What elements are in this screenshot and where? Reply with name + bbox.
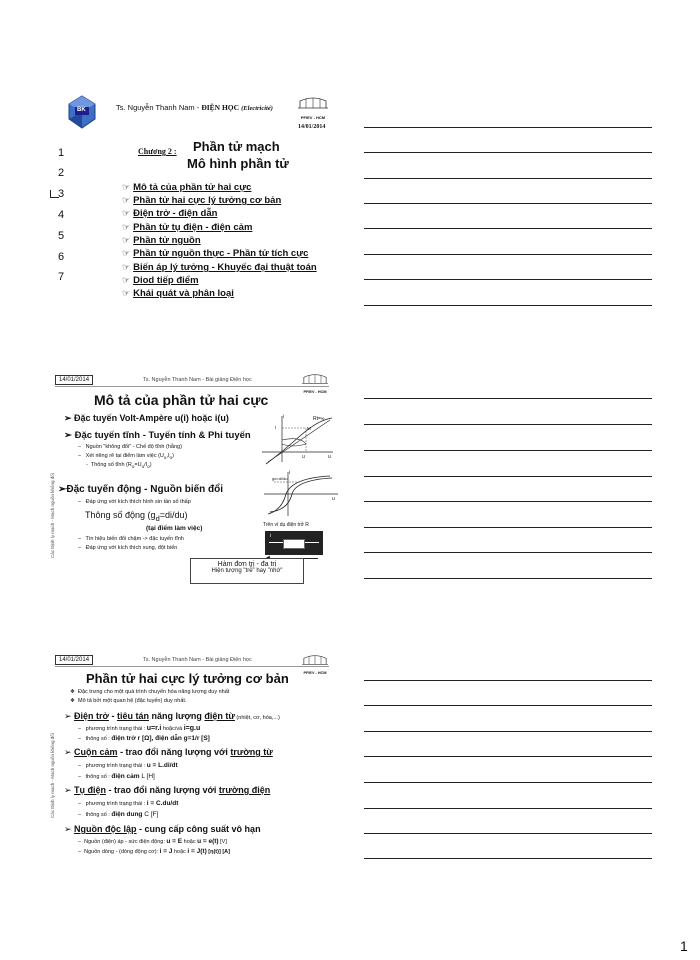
pointing-hand-icon: ☞ (122, 235, 131, 245)
sub-bullet-text: Đáp ứng với kích thích xung, đột biến (85, 545, 178, 551)
toc-item-label: Khái quát và phân loại (133, 288, 234, 299)
chapter-number: 4 (58, 209, 65, 221)
bullet: ➢ Đặc tuyến Volt-Ampère u(i) hoặc i(u) (64, 413, 229, 423)
source-bullet: ➢ Nguồn độc lập - cung cấp công suất vô hạn (64, 824, 261, 834)
note-line (364, 228, 652, 229)
toc-item-label: Mô tả của phần tử hai cực (133, 182, 252, 193)
sub-bullet-text: thông số : (85, 774, 112, 780)
note-box-line: Hàm đơn trị - đa trị (217, 561, 277, 568)
note-line (364, 450, 652, 451)
sub-bullet-text: ) (149, 462, 152, 468)
note-line (364, 178, 652, 179)
side-note: Các Định ly mạch - Mạch nguồn không đổi (50, 733, 55, 818)
toc-item[interactable] (122, 195, 281, 206)
course-name: ĐIỆN HỌC (201, 103, 240, 112)
note-line (364, 858, 652, 859)
current-label: i (270, 533, 272, 539)
subscript: o (169, 455, 173, 461)
note-box (190, 558, 304, 584)
chapter-label: Chương 2 : (138, 147, 177, 156)
axis-label: i (283, 414, 285, 420)
sub-bullet-text: Xét riêng rẽ tại điểm làm việc (U (85, 453, 164, 459)
note-line (364, 808, 652, 809)
bullet: ➢Đặc tuyến động - Nguồn biến đổi (58, 484, 224, 495)
sub-bullet-text: thông số : (85, 812, 112, 818)
note-line (364, 552, 652, 553)
pfiev-label: PFIEV - HCM (303, 671, 327, 675)
toc-item[interactable] (122, 208, 217, 219)
pointing-hand-icon: ☞ (122, 195, 131, 205)
chapter-subtitle: Mô hình phần tử (187, 156, 289, 171)
bullet-text: Đặc trưng cho một quá trình chuyển hóa năng lượng duy nhất (78, 689, 230, 695)
sub-bullet: – phương trình trạng thái : u = L.di/dt (78, 762, 178, 769)
axis-label: U (302, 454, 306, 459)
subscript: o (131, 464, 135, 470)
sub-bullet-text: hoặc (172, 849, 188, 855)
sub-bullet: – Đáp ứng với kích thích xung, đột biến (78, 545, 178, 551)
slide-2 (50, 372, 350, 592)
toc-item-label: Phần tử nguồn thực - Phần tử tích cực (133, 248, 309, 259)
sub-bullet-text: Nguồn "không đổi" - Chế độ tĩnh (hằng) (85, 444, 182, 450)
note-line (364, 731, 652, 732)
sub-bullet: – Nguồn "không đổi" - Chế độ tĩnh (hằng) (78, 444, 182, 450)
note-line (364, 305, 652, 306)
term: Nguồn độc lập (74, 824, 137, 834)
sub-bullet-text: Thông số động (g (85, 510, 156, 520)
chapter-number: 6 (58, 251, 65, 263)
current-chapter-marker (50, 190, 59, 198)
note-line (364, 127, 652, 128)
pointing-hand-icon: ☞ (122, 262, 131, 272)
note-line (364, 501, 652, 502)
sub-bullet-text: phương trình trạng thái : (85, 763, 147, 769)
equation: i = J(t) (187, 848, 207, 855)
point-label: M (307, 426, 311, 431)
dynamic-characteristic-graph (260, 470, 340, 518)
sub-bullet: – Đáp ứng với kích thích hình sin tần số thấp (78, 499, 191, 505)
equation: u = e(t) (197, 838, 219, 845)
course-name-en: (Electricité) (241, 105, 273, 112)
bullet: ➢ Đặc tuyến tĩnh - Tuyến tính & Phi tuyến (64, 430, 251, 441)
pointing-hand-icon: ☞ (122, 222, 131, 232)
bullet-text: Mô tả bởi một quan hệ (đặc tuyến) duy nhất. (78, 698, 187, 704)
toc-item[interactable] (122, 262, 317, 273)
axis-label: i (289, 470, 291, 476)
sub-bullet: – phương trình trạng thái : u=r.i hoặc/và i=g.u (78, 725, 201, 732)
toc-item[interactable] (122, 248, 308, 259)
toc-item[interactable] (122, 182, 251, 193)
note-line (364, 527, 652, 528)
chapter-number-current: 3 (58, 188, 65, 200)
axis-label: Rt=∞ (313, 416, 325, 422)
equation: i=g.u (183, 725, 201, 732)
sub-bullet-large (85, 510, 188, 523)
bullet-text: Đặc tuyến tĩnh - Tuyến tính & Phi tuyến (74, 430, 251, 441)
slide1-header (116, 103, 273, 112)
toc-item-label: Phần tử nguồn (133, 235, 201, 246)
equation: u=r.i (146, 725, 162, 732)
bullet-note: (nhiệt, cơ, hóa,...) (234, 715, 280, 721)
page-number: 1 (680, 938, 688, 954)
bullet-text: Đặc tuyến động - Nguồn biến đổi (66, 484, 224, 495)
pfiev-label: PFIEV - HCM (300, 115, 326, 120)
term: Cuộn cảm (74, 747, 118, 757)
unit: [η(t)] [A] (206, 849, 230, 855)
toc-item[interactable] (122, 222, 252, 233)
pfiev-label: PFIEV - HCM (303, 390, 327, 394)
bk-logo (64, 95, 100, 131)
sub-bullet: – thông số : điện cảm L [H] (78, 773, 155, 780)
sub-bullet: – thông số : điện dung C [F] (78, 811, 159, 818)
logo-text: BK (77, 107, 86, 113)
term: điện dung (111, 811, 143, 818)
chapter-number: 2 (58, 167, 65, 179)
header-divider (55, 666, 329, 667)
sub-bullet: – Nguồn dòng - (dòng động cơ): i = J hoặc i = J(t) [η(t)] [A] (78, 848, 230, 855)
toc-item-label: Phần tử hai cực lý tưởng cơ bản (133, 195, 282, 206)
sub-bullet: – Xét riêng rẽ tại điểm làm việc $(U_o,I_o)$ (78, 453, 174, 461)
inductor-bullet: ➢ Cuộn cảm - trao đổi năng lượng với trường từ (64, 747, 273, 757)
chapter-number: 7 (58, 271, 65, 283)
note-line (364, 254, 652, 255)
sub-bullet-text: Nguồn (điện) áp - sức điện động: (84, 839, 167, 845)
pointing-hand-icon: ☞ (122, 248, 131, 258)
note: (tại điểm làm việc) (146, 525, 203, 532)
term: Điện trở (74, 711, 109, 721)
note-line (364, 152, 652, 153)
side-note: Các Định ly mạch - Mạch nguồn không đổi (50, 473, 55, 558)
chapter-number: 1 (58, 147, 65, 159)
slide2-date: 14/01/2014 (55, 375, 93, 385)
pfiev-logo (302, 372, 328, 392)
pointing-hand-icon: ☞ (122, 208, 131, 218)
note-line (364, 578, 652, 579)
equation: i = C.du/dt (146, 800, 179, 807)
pfiev-logo (302, 653, 328, 673)
term: trường từ (230, 747, 273, 757)
term: điện từ (204, 711, 235, 721)
note-line (364, 782, 652, 783)
chapter-number: 5 (58, 230, 65, 242)
slide3-header: Ts. Nguyễn Thanh Nam - Bài giảng Điện học (143, 657, 252, 663)
diamond-bullet: ❖ Đặc trưng cho một quá trình chuyển hóa năng lượng duy nhất (70, 689, 230, 695)
note-line (364, 680, 652, 681)
unit: C [F] (142, 811, 159, 818)
toc-item[interactable] (122, 275, 199, 286)
sub-bullet: – thông số : điện trở r [Ω], điện dẫn g=1/r [S] (78, 735, 210, 742)
sub-bullet-text: Nguồn dòng - (dòng động cơ): (84, 849, 160, 855)
bullet-text: - trao đổi năng lượng với (117, 747, 231, 757)
subscript: o (141, 464, 145, 470)
sub-bullet-text: =U (134, 462, 142, 468)
toc-item-label: Phần tử tụ điện - điện cảm (133, 222, 253, 233)
sub-bullet-text: Đáp ứng với kích thích hình sin tần số thấp (85, 499, 191, 505)
equation: u = L.di/dt (146, 762, 178, 769)
axis-label: I (275, 425, 277, 430)
bullet-text: năng lượng (148, 711, 205, 721)
sub-bullet-text: ,I (166, 453, 170, 459)
header-divider (55, 386, 329, 387)
slide3-date: 14/01/2014 (55, 655, 93, 665)
toc-item[interactable] (122, 235, 201, 246)
subscript: o (163, 455, 167, 461)
pointing-hand-icon: ☞ (122, 182, 131, 192)
bullet-text: - (108, 711, 117, 721)
capacitor-bullet: ➢ Tụ điện - trao đổi năng lượng với trường điện (64, 785, 271, 795)
sub-bullet-text: Thông số tĩnh (R (90, 462, 132, 468)
chapter-title: Phần tử mạch (193, 139, 280, 154)
sub-bullet-text: /I (144, 462, 148, 468)
equation: i = J (159, 848, 173, 855)
toc-item-label: Diod tiếp điểm (133, 275, 199, 286)
slide2-title: Mô tả của phần tử hai cực (94, 392, 269, 408)
resistor-figure (265, 531, 323, 555)
sub-bullet: – Nguồn (điện) áp - sức điện động: u = E hoặc u = e(t) [V] (78, 838, 227, 845)
note-line (364, 398, 652, 399)
bullet-text: Đặc tuyến Volt-Ampère u(i) hoặc i(u) (74, 413, 229, 423)
slope-label: gd=di/du (272, 476, 288, 481)
author-name: Ts. Nguyễn Thanh Nam - (116, 103, 202, 112)
unit: [V] (218, 839, 227, 845)
sub-bullet-text: phương trình trạng thái : (85, 726, 147, 732)
sub-bullet-text: thông số : (85, 736, 112, 742)
unit: L [H] (139, 773, 155, 780)
note-line (364, 424, 652, 425)
slide-3 (50, 653, 350, 873)
toc-item-label: Biến áp lý tưởng - Khuyếc đại thuật toán (133, 262, 317, 273)
slide-1 (50, 90, 350, 310)
toc-item-label: Điện trở - điện dẫn (133, 208, 218, 219)
term: trường điện (218, 785, 271, 795)
pointing-hand-icon: ☞ (122, 275, 131, 285)
sub-bullet-text: phương trình trạng thái : (85, 801, 147, 807)
term: Tụ điện (74, 785, 107, 795)
note-line (364, 705, 652, 706)
note-line (364, 203, 652, 204)
sub-bullet-text: hoặc (182, 839, 198, 845)
sub-bullet-text: hoặc/và (161, 726, 184, 732)
slide3-title: Phần tử hai cực lý tưởng cơ bản (86, 671, 289, 686)
toc-item[interactable] (122, 288, 234, 299)
slide2-header: Ts. Nguyễn Thanh Nam - Bài giảng Điện học (143, 377, 252, 383)
term: điện cảm (111, 773, 140, 780)
sub-bullet: – Tín hiệu biến đổi chậm -> đặc tuyến tĩnh (78, 536, 184, 542)
bullet-text: - trao đổi năng lượng với (106, 785, 219, 795)
axis-label: u (332, 496, 335, 502)
subscript: o (147, 464, 150, 470)
sub-bullet-text: =di/du) (159, 510, 188, 520)
pfiev-logo (298, 96, 328, 118)
note-box-line: Hiện tượng "trễ" hay "nhớ" (211, 568, 283, 574)
note-line (364, 756, 652, 757)
sub-bullet: - Thông số tĩnh $(R_o=U_o/I_o)$ (86, 462, 152, 470)
term: tiêu tán (116, 711, 149, 721)
slide1-date: 14/01/2014 (298, 124, 326, 130)
pointing-hand-icon: ☞ (122, 288, 131, 298)
bullet-text: - cung cấp công suất vô hạn (136, 824, 261, 834)
sub-bullet-text: ) (172, 453, 174, 459)
sub-bullet-text: Tín hiệu biến đổi chậm -> đặc tuyến tĩnh (85, 536, 184, 542)
note-line (364, 476, 652, 477)
sub-bullet: – phương trình trạng thái : i = C.du/dt (78, 800, 179, 807)
resistor-bullet: ➢ Điện trở - tiêu tán năng lượng điện từ (nhiệt, cơ, hóa,...) (64, 711, 280, 721)
note-line (364, 279, 652, 280)
equation: u = E (166, 838, 183, 845)
axis-label: u (328, 454, 331, 460)
static-characteristic-graph (260, 414, 335, 466)
figure-caption: Trên ví dụ điện trở R (263, 522, 309, 528)
diamond-bullet: ❖ Mô tả bởi một quan hệ (đặc tuyến) duy nhất. (70, 698, 187, 704)
note-line (364, 833, 652, 834)
subscript: d (155, 513, 160, 523)
equation: điện trở r [Ω], điện dẫn g=1/r [S] (111, 735, 210, 742)
